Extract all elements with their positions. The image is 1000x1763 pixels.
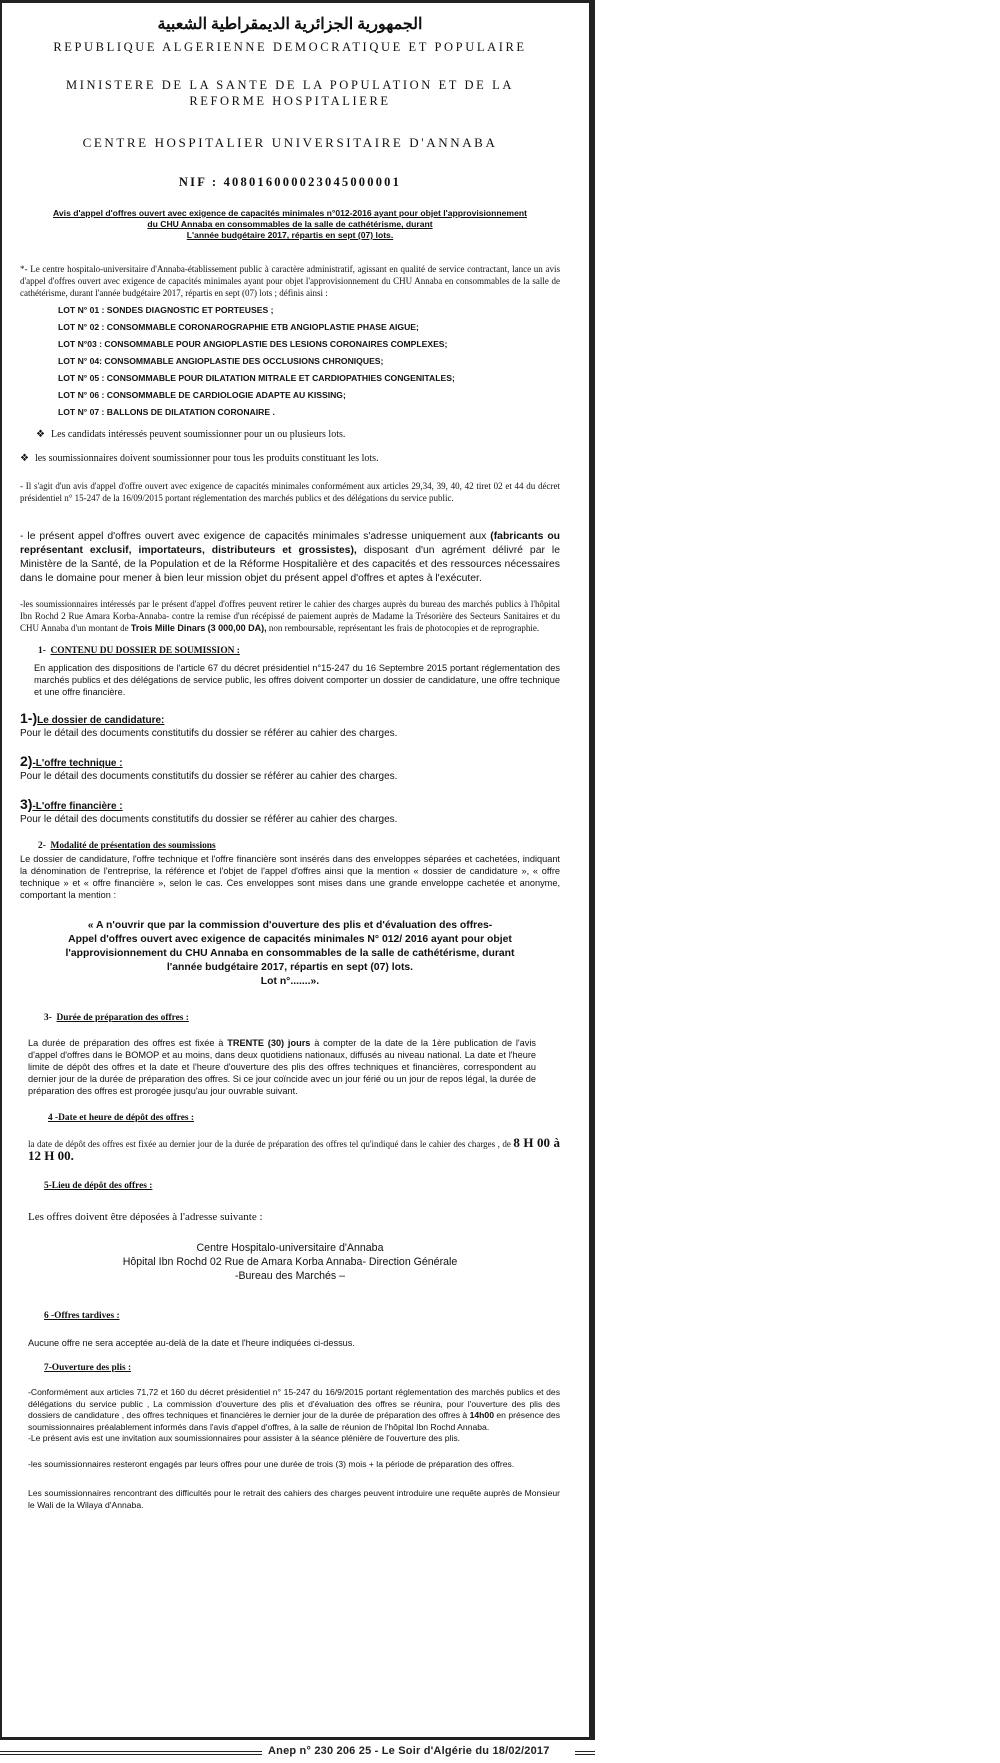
section-7-lead: -Conformément aux articles 71,72 et 160 du décret présidentiel n° 15-247 du 16/9/2015 portant réglementation des marchés publics et des délégations du service public , La commission d'ouverture des plis et d'évaluation des offres se réunira, pour l'ouverture des plis des dossiers de candidature , des offres techniques et financières le dernier jour de la durée de préparation des offres à — [28, 1387, 560, 1420]
bullet-all-products — [20, 452, 560, 466]
lots-list — [58, 303, 560, 422]
legal-paragraph: - Il s'agit d'un avis d'appel d'offre ouvert avec exigence de capacités minimales conformément aux articles 29,34, 39, 40, 42 tiret 02 et 44 du décret présidentiel n° 15-247 de la 16/09/2015 portant réglementation des marchés publics et des délégations du service public. — [20, 481, 560, 503]
bullet-text: Les candidats intéressés peuvent soumissionner pour un ou plusieurs lots. — [50, 429, 346, 440]
retrieval-tail: non remboursable, représentant les frais de photocopies et de reprographie. — [266, 623, 540, 633]
sub-title: -L'offre technique : — [32, 758, 123, 769]
section-title: 6 -Offres tardives : — [44, 1311, 120, 1321]
diamond-bullet-icon: ❖ — [20, 453, 29, 464]
footer-rule-right — [575, 1751, 595, 1755]
sub-number: 2) — [20, 753, 33, 769]
section-7-body-4: Les soumissionnaires rencontrant des difficultés pour le retrait des cahiers des charges peuvent introduire une requête auprès de Monsieur le Wali de la Wilaya d'Annaba. — [28, 1488, 560, 1510]
lot-item: LOT N° 07 : BALLONS DE DILATATION CORONAIRE . — [58, 407, 275, 417]
ministry-header — [20, 77, 560, 109]
lot-item: LOT N° 04: CONSOMMABLE ANGIOPLASTIE DES OCCLUSIONS CHRONIQUES; — [58, 356, 384, 366]
lot-item: LOT N° 01 : SONDES DIAGNOSTIC ET PORTEUSES ; — [58, 305, 274, 315]
sub-title: Le dossier de candidature: — [37, 715, 165, 726]
section-title: Modalité de présentation des soumissions — [50, 841, 216, 851]
section-3-lead: La durée de préparation des offres est fixée à — [28, 1038, 228, 1048]
section-5-heading — [44, 1181, 560, 1191]
notice-title — [20, 208, 560, 241]
section-title: 7-Ouverture des plis : — [44, 1363, 132, 1373]
retrieval-amount-figure: (3 000,00 DA), — [207, 623, 267, 633]
section-number: 2- — [38, 841, 46, 851]
retrieval-paragraph — [20, 598, 560, 634]
eligibility-paragraph — [20, 530, 560, 586]
sub-heading-candidature — [20, 710, 560, 726]
centre-header: CENTRE HOSPITALIER UNIVERSITAIRE D'ANNABA — [82, 135, 498, 150]
bullet-text: les soumissionnaires doivent soumissionner pour tous les produits constituant les lots. — [34, 453, 379, 464]
sub-number: 1-) — [20, 710, 38, 726]
address-line: Hôpital Ibn Rochd 02 Rue de Amara Korba Annaba- Direction Générale — [122, 1256, 458, 1268]
republic-header: REPUBLIQUE ALGERIENNE DEMOCRATIQUE ET POPULAIRE — [53, 40, 527, 54]
lot-item: LOT N° 02 : CONSOMMABLE CORONAROGRAPHIE ETB ANGIOPLASTIE PHASE AIGUE; — [58, 322, 419, 332]
intro-paragraph: *- Le centre hospitalo-universitaire d'Annaba-établissement public à caractère administratif, agissant en qualité de service contractant, lance un avis d'appel d'offres ouvert avec exigence de capacités minimales ayant pour objet l'approvisionnement du CHU Annaba en consommables de la salle de cathétérisme, durant l'année budgétaire 2017, répartis en sept (07) lots ; définis ainsi : — [20, 264, 560, 298]
section-7-heading — [44, 1363, 560, 1373]
mention-line: Lot n°.......». — [260, 976, 320, 987]
section-3-duration: TRENTE (30) jours — [227, 1038, 311, 1048]
sub-number: 3) — [20, 796, 33, 812]
envelope-mention — [20, 919, 560, 989]
section-7-body-2: -Le présent avis est une invitation aux soumissionnaires pour assister à la séance plénière de l'ouverture des plis. — [28, 1433, 461, 1443]
eligibility-tail: disposant d'un agrément délivré par le Ministère de la Santé, de la Population et de la Réforme Hospitalière et des capacités et des ressources nécessaires dans le domaine pour mener à bien leur mission objet du présent appel d'offres et aptes à l'exécuter. — [20, 545, 560, 584]
sub-title: -L'offre financière : — [32, 801, 123, 812]
section-3-heading — [44, 1013, 560, 1023]
section-1-heading — [38, 646, 560, 656]
section-7-body-3: -les soumissionnaires resteront engagés par leurs offres pour une durée de trois (3) mois + la période de préparation des offres. — [28, 1458, 515, 1469]
arabic-header: الجمهورية الجزائرية الديمقراطية الشعبية — [157, 16, 423, 33]
lot-item: LOT N°03 : CONSOMMABLE POUR ANGIOPLASTIE DES LESIONS CORONAIRES COMPLEXES; — [58, 339, 448, 349]
section-number: 1- — [38, 646, 46, 656]
mention-line: l'approvisionnement du CHU Annaba en consommables de la salle de cathétérisme, durant — [65, 948, 515, 959]
mention-line: Appel d'offres ouvert avec exigence de capacités minimales N° 012/ 2016 ayant pour objet — [68, 934, 512, 945]
section-7-tail: en présence des soumissionnaires préalablement informés dans l'avis d'appel d'offres, à la salle de réunion de l'hôpital Ibn Rochd Annaba. — [28, 1410, 560, 1432]
deposit-address — [20, 1241, 560, 1283]
mention-line: « A n'ouvrir que par la commission d'ouverture des plis et d'évaluation des offres- — [87, 920, 493, 931]
diamond-bullet-icon: ❖ — [36, 429, 45, 440]
ministry-line-1: MINISTERE DE LA SANTE DE LA POPULATION ET DE LA — [66, 78, 514, 92]
section-3-tail: à compter de la date de la 1ère publication de l'avis d'appel d'offres dans le BOMOP et au moins, dans deux quotidiens nationaux, diffusés au niveau national. La date et l'heure limite de dépôt des offres et la date et l'heure d'ouverture des plis des offres techniques et financières, correspondent au dernier jour de la durée de préparation des offres. Si ce jour coïncide avec un jour férié ou un jour de repos légal, la durée de préparation des offres est prorogée jusqu'au jour ouvrable suivant. — [28, 1038, 537, 1096]
section-7-time: 14h00 — [469, 1410, 494, 1420]
retrieval-amount-words: Trois Mille Dinars — [130, 623, 206, 633]
section-2-heading — [38, 841, 560, 851]
eligibility-lead: - le présent appel d'offres ouvert avec exigence de capacités minimales s'adresse uniquement aux — [20, 531, 491, 542]
section-5-body: Les offres doivent être déposées à l'adresse suivante : — [28, 1211, 263, 1223]
sub-body: Pour le détail des documents constitutifs du dossier se référer au cahier des charges. — [20, 728, 398, 739]
section-3-body — [28, 1037, 536, 1097]
section-title: Durée de préparation des offres : — [56, 1013, 189, 1023]
sub-body: Pour le détail des documents constitutifs du dossier se référer au cahier des charges. — [20, 814, 398, 825]
bullet-candidates — [36, 428, 560, 442]
ministry-line-2: REFORME HOSPITALIERE — [189, 94, 391, 108]
notice-title-line-2: du CHU Annaba en consommables de la salle de cathétérisme, durant — [147, 219, 433, 229]
section-6-body: Aucune offre ne sera acceptée au-delà de la date et l'heure indiquées ci-dessus. — [28, 1338, 355, 1348]
section-2-body: Le dossier de candidature, l'offre technique et l'offre financière sont insérés dans des enveloppes séparées et cachetées, indiquant la dénomination de l'entreprise, la référence et l'objet de l'appel d'offres ainsi que la mention « dossier de candidature », « offre technique » et « offre financière », selon le cas. Ces enveloppes sont mises dans une grande enveloppe cachetée et anonyme, comportant la mention : — [20, 854, 560, 900]
section-title: 4 -Date et heure de dépôt des offres : — [48, 1113, 194, 1123]
address-line: Centre Hospitalo-universitaire d'Annaba — [196, 1242, 384, 1254]
section-4-body — [28, 1137, 560, 1163]
section-4-hours: 8 H 00 à 12 H 00. — [28, 1135, 560, 1163]
lot-item: LOT N° 06 : CONSOMMABLE DE CARDIOLOGIE ADAPTE AU KISSING; — [58, 390, 346, 400]
notice-title-line-1: Avis d'appel d'offres ouvert avec exigence de capacités minimales n°012-2016 ayant pour objet l'approvisionnement — [53, 208, 527, 218]
section-4-lead: la date de dépôt des offres est fixée au dernier jour de la durée de préparation des offres tel qu'indiqué dans le cahier des charges , de — [28, 1139, 514, 1149]
sub-heading-technique — [20, 753, 560, 769]
section-6-heading — [44, 1311, 560, 1321]
tender-notice — [20, 12, 560, 1511]
sub-heading-financiere — [20, 796, 560, 812]
section-7-body-1 — [28, 1387, 560, 1433]
sub-body: Pour le détail des documents constitutifs du dossier se référer au cahier des charges. — [20, 771, 398, 782]
eligibility-bold: (fabricants ou représentant exclusif, importateurs, distributeurs et grossistes), — [20, 531, 561, 556]
notice-title-line-3: L'année budgétaire 2017, répartis en sept (07) lots. — [186, 230, 394, 240]
section-title: CONTENU DU DOSSIER DE SOUMISSION : — [50, 646, 240, 656]
footer-rule-left — [0, 1751, 262, 1755]
mention-line: l'année budgétaire 2017, répartis en sept (07) lots. — [166, 962, 414, 973]
section-title: 5-Lieu de dépôt des offres : — [44, 1181, 153, 1191]
section-4-heading — [48, 1113, 560, 1123]
retrieval-lead: -les soumissionnaires intéressés par le présent d'appel d'offres peuvent retirer le cahier des charges auprès du bureau des marchés publics à l'hôpital Ibn Rochd 2 Rue Amara Korba-Annaba- contre la remise d'un récépissé de paiement auprès de Madame la Trésorière des Secteurs Sanitaires et du CHU Annaba d'un montant de — [20, 599, 560, 633]
address-line: -Bureau des Marchés – — [234, 1270, 346, 1282]
nif-number: NIF : 408016000023045000001 — [178, 175, 402, 189]
lot-item: LOT N° 05 : CONSOMMABLE POUR DILATATION MITRALE ET CARDIOPATHIES CONGENITALES; — [58, 373, 455, 383]
publication-footer: Anep n° 230 206 25 - Le Soir d'Algérie du 18/02/2017 — [268, 1745, 550, 1757]
section-1-body: En application des dispositions de l'article 67 du décret présidentiel n°15-247 du 16 Septembre 2015 portant réglementation des marchés publics et des délégations de service public, les offres doivent comporter un dossier de candidature, une offre technique et une offre financière. — [34, 663, 560, 697]
section-number: 3- — [44, 1013, 52, 1023]
